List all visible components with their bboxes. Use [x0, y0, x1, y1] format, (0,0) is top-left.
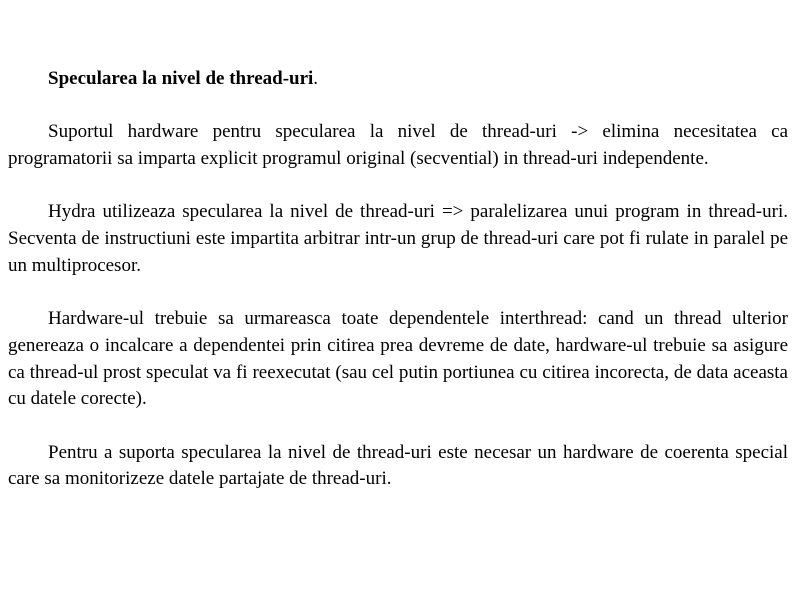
- heading-period: .: [313, 68, 319, 89]
- paragraph-coherence: Pentru a suporta specularea la nivel de thread-uri este necesar un hardware de coerenta special care sa monitorizeze datele partajate de thread-uri.: [8, 441, 788, 490]
- paragraph-hydra: Hydra utilizeaza specularea la nivel de thread-uri => paralelizarea unui program in thread-uri. Secventa de instructiuni este impartita arbitrar intr-un grup de thread-uri care pot fi rulate in paralel pe un multiprocesor.: [8, 201, 788, 276]
- paragraph-dependences: Hardware-ul trebuie sa urmareasca toate dependentele interthread: cand un thread ulterior genereaza o incalcare a dependentei prin citirea prea devreme de date, hardware-ul trebuie sa asigure ca thread-ul prost speculat va fi reexecutat (sau cel putin portiunea cu citirea incorecta, de data aceasta cu datele corecte).: [8, 308, 788, 410]
- paragraph-hardware-support: Suportul hardware pentru specularea la nivel de thread-uri -> elimina necesitatea ca programatorii sa imparta explicit programul original (secvential) in thread-uri independente.: [8, 121, 788, 170]
- heading-text: Specularea la nivel de thread-uri: [48, 68, 314, 89]
- slide-text-body: [8, 66, 788, 520]
- slide-heading: [8, 66, 788, 93]
